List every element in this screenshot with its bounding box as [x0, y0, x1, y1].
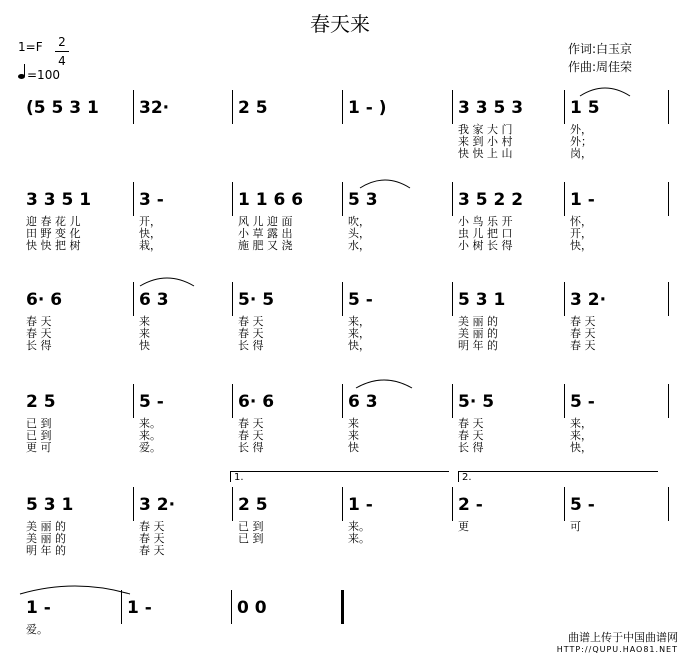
measure-notes: 1 - [570, 190, 595, 210]
bar-line [668, 90, 669, 124]
tempo-marking [18, 68, 60, 82]
bar-line [452, 282, 453, 316]
measure-notes: 1 - [348, 495, 373, 515]
lyric-line: 春 天 [139, 532, 165, 545]
measure-notes: 5 - [348, 290, 373, 310]
bar-line [452, 384, 453, 418]
bar-line [232, 182, 233, 216]
lyric-line: 春 天 [458, 417, 484, 430]
lyric-line: 施 肥 又 浇 [238, 239, 293, 252]
measure-notes: 1 1 6 6 [238, 190, 304, 210]
bar-line [452, 90, 453, 124]
lyric-line: 来。 [139, 429, 161, 442]
lyric-line: 快， [570, 441, 592, 454]
lyric-line: 来， [348, 327, 370, 340]
lyric-line: 春 天 [570, 315, 596, 328]
lyric-line: 长 得 [238, 441, 264, 454]
lyric-line: 美 丽 的 [26, 520, 66, 533]
lyric-line: 快， [348, 339, 370, 352]
time-signature-bottom: 4 [58, 54, 66, 68]
lyric-line: 小 树 长 得 [458, 239, 513, 252]
lyric-line: 已 到 [238, 520, 264, 533]
lyric-line: 外， [570, 123, 592, 136]
lyric-line: 春 天 [139, 544, 165, 557]
measure-notes: 3 3 5 3 [458, 98, 524, 118]
measure-notes: 1 - [127, 598, 152, 618]
measure-notes: 5· 5 [238, 290, 275, 310]
lyric-line: 栽， [139, 239, 161, 252]
lyric-line: 迎 春 花 儿 [26, 215, 81, 228]
measure-notes: 2 - [458, 495, 483, 515]
slur [140, 274, 194, 288]
key-signature: 1=F [18, 40, 43, 54]
lyric-line: 爱。 [139, 441, 161, 454]
lyric-line: 快， [570, 239, 592, 252]
volta-2: 2. [458, 471, 658, 482]
lyric-line: 快 [348, 441, 359, 454]
final-barline [341, 590, 344, 624]
lyric-line: 可 [570, 520, 581, 533]
lyric-line: 来 到 小 村 [458, 135, 513, 148]
lyric-line: 虫 儿 把 口 [458, 227, 513, 240]
measure-notes: 6· 6 [238, 392, 275, 412]
bar-line [232, 282, 233, 316]
lyric-line: 来 [348, 429, 359, 442]
measure-notes: 3 3 5 1 [26, 190, 92, 210]
lyric-line: 春 天 [570, 339, 596, 352]
lyric-line: 开， [570, 227, 592, 240]
lyric-line: 美 丽 的 [458, 315, 498, 328]
lyric-line: 来。 [139, 417, 161, 430]
lyric-line: 更 可 [26, 441, 52, 454]
lyric-line: 来 [348, 417, 359, 430]
lyric-line: 已 到 [26, 429, 52, 442]
bar-line [133, 487, 134, 521]
bar-line [564, 90, 565, 124]
measure-notes: 5 - [139, 392, 164, 412]
lyric-line: 春 天 [238, 315, 264, 328]
measure-notes: 5 3 [348, 190, 378, 210]
bar-line [133, 282, 134, 316]
bar-line [342, 282, 343, 316]
lyric-line: 开， [139, 215, 161, 228]
lyric-line: 风 儿 迎 面 [238, 215, 293, 228]
lyric-line: 怀， [570, 215, 592, 228]
bar-line [668, 487, 669, 521]
lyric-line: 长 得 [238, 339, 264, 352]
lyric-line: 春 天 [458, 429, 484, 442]
measure-notes: 5· 5 [458, 392, 495, 412]
measure-notes: 32· [139, 98, 170, 118]
slur [580, 84, 630, 98]
quarter-note-icon [18, 69, 27, 79]
composer-credit: 作曲:周佳荣 [568, 60, 633, 74]
measure-notes: 6 3 [139, 290, 169, 310]
lyric-line: 美 丽 的 [26, 532, 66, 545]
measure-notes: 6 3 [348, 392, 378, 412]
lyric-line: 快 [139, 339, 150, 352]
lyric-line: 来， [570, 429, 592, 442]
lyric-line: 快 快 上 山 [458, 147, 513, 160]
bar-line [231, 590, 232, 624]
measure-notes: 6· 6 [26, 290, 63, 310]
volta-1: 1. [230, 471, 449, 482]
lyric-line: 来， [570, 417, 592, 430]
lyric-line: 小 鸟 乐 开 [458, 215, 513, 228]
lyric-line: 快， [139, 227, 161, 240]
bar-line [452, 182, 453, 216]
lyric-line: 岗， [570, 147, 592, 160]
lyric-line: 春 天 [570, 327, 596, 340]
lyric-line: 吹， [348, 215, 370, 228]
bar-line [342, 487, 343, 521]
slur [20, 582, 130, 596]
measure-notes: 0 0 [237, 598, 267, 618]
song-title: 春天来 [310, 12, 370, 36]
bar-line [668, 282, 669, 316]
bar-line [564, 487, 565, 521]
lyric-line: 小 草 露 出 [238, 227, 293, 240]
lyric-line: 来。 [348, 520, 370, 533]
lyric-line: 美 丽 的 [458, 327, 498, 340]
measure-notes: 3 2· [139, 495, 176, 515]
measure-notes: 3 5 2 2 [458, 190, 524, 210]
lyric-line: 更 [458, 520, 469, 533]
measure-notes: 2 5 [238, 495, 268, 515]
slur [360, 176, 410, 190]
time-signature-top: 2 [58, 35, 66, 49]
lyric-line: 春 天 [238, 327, 264, 340]
measure-notes: (5 5 3 1 [26, 98, 99, 118]
bar-line [668, 182, 669, 216]
time-signature [55, 34, 69, 69]
lyric-line: 我 家 大 门 [458, 123, 513, 136]
bar-line [564, 182, 565, 216]
measure-notes: 1 - ) [348, 98, 387, 118]
bar-line [342, 90, 343, 124]
lyric-line: 明 年 的 [26, 544, 66, 557]
bar-line [342, 182, 343, 216]
measure-notes: 2 5 [238, 98, 268, 118]
bar-line [564, 282, 565, 316]
measure-notes: 5 - [570, 392, 595, 412]
lyric-line: 春 天 [26, 315, 52, 328]
lyric-line: 外； [570, 135, 592, 148]
lyric-line: 已 到 [238, 532, 264, 545]
lyric-line: 长 得 [458, 441, 484, 454]
lyric-line: 来 [139, 315, 150, 328]
bar-line [133, 384, 134, 418]
lyric-line: 来 [139, 327, 150, 340]
lyric-line: 春 天 [238, 417, 264, 430]
measure-notes: 5 3 1 [458, 290, 506, 310]
bar-line [452, 487, 453, 521]
bar-line [342, 384, 343, 418]
measure-notes: 3 2· [570, 290, 607, 310]
lyric-line: 快 快 把 树 [26, 239, 81, 252]
bar-line [232, 90, 233, 124]
lyric-line: 明 年 的 [458, 339, 498, 352]
lyricist-credit: 作词:白玉京 [568, 42, 633, 56]
measure-notes: 2 5 [26, 392, 56, 412]
measure-notes: 5 3 1 [26, 495, 74, 515]
tempo-value: =100 [27, 68, 60, 82]
slur [356, 376, 412, 390]
lyric-line: 来。 [348, 532, 370, 545]
bar-line [564, 384, 565, 418]
lyric-line: 春 天 [26, 327, 52, 340]
measure-notes: 1 5 [570, 98, 600, 118]
bar-line [133, 90, 134, 124]
source-watermark [557, 632, 678, 656]
bar-line [668, 384, 669, 418]
lyric-line: 长 得 [26, 339, 52, 352]
lyric-line: 水， [348, 239, 370, 252]
lyric-line: 头， [348, 227, 370, 240]
lyric-line: 来， [348, 315, 370, 328]
bar-line [133, 182, 134, 216]
bar-line [232, 487, 233, 521]
bar-line [232, 384, 233, 418]
measure-notes: 1 - [26, 598, 51, 618]
source-watermark-url: HTTP://QUPU.HAO81.NET [556, 645, 678, 654]
lyric-line: 田 野 变 化 [26, 227, 81, 240]
lyric-line: 已 到 [26, 417, 52, 430]
lyric-line: 爱。 [26, 623, 48, 636]
measure-notes: 5 - [570, 495, 595, 515]
measure-notes: 3 - [139, 190, 164, 210]
lyric-line: 春 天 [139, 520, 165, 533]
lyric-line: 春 天 [238, 429, 264, 442]
source-watermark-line1: 曲谱上传于中国曲谱网 [568, 631, 678, 644]
